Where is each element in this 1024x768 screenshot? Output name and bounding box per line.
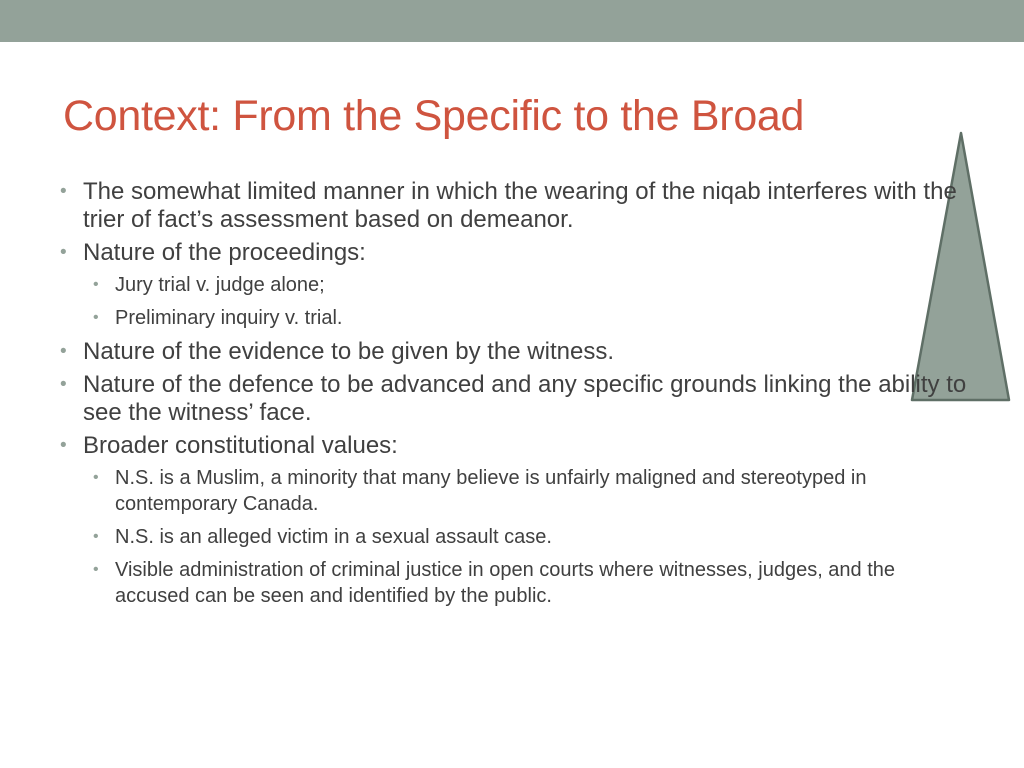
bullet-item: • Nature of the proceedings: (60, 239, 970, 267)
sub-bullet-item: • Visible administration of criminal justice in open courts where witnesses, judges, and the accused can be seen and identified by the public. (60, 557, 970, 609)
bullet-item: • The somewhat limited manner in which the wearing of the niqab interferes with the trier of fact’s assessment based on demeanor. (60, 178, 970, 234)
sub-bullet-item: • N.S. is a Muslim, a minority that many believe is unfairly maligned and stereotyped in contemporary Canada. (60, 465, 970, 517)
top-accent-band (0, 0, 1024, 42)
sub-bullet-item: • Preliminary inquiry v. trial. (60, 305, 970, 331)
slide-title: Context: From the Specific to the Broad (63, 92, 805, 140)
bullet-item: • Nature of the evidence to be given by the witness. (60, 338, 970, 366)
bullet-item: • Nature of the defence to be advanced and any specific grounds linking the ability to see the witness’ face. (60, 371, 970, 427)
sub-bullet-item: • Jury trial v. judge alone; (60, 272, 970, 298)
sub-bullet-item: • N.S. is an alleged victim in a sexual assault case. (60, 524, 970, 550)
bullet-item: • Broader constitutional values: (60, 432, 970, 460)
bullet-list (60, 178, 970, 616)
